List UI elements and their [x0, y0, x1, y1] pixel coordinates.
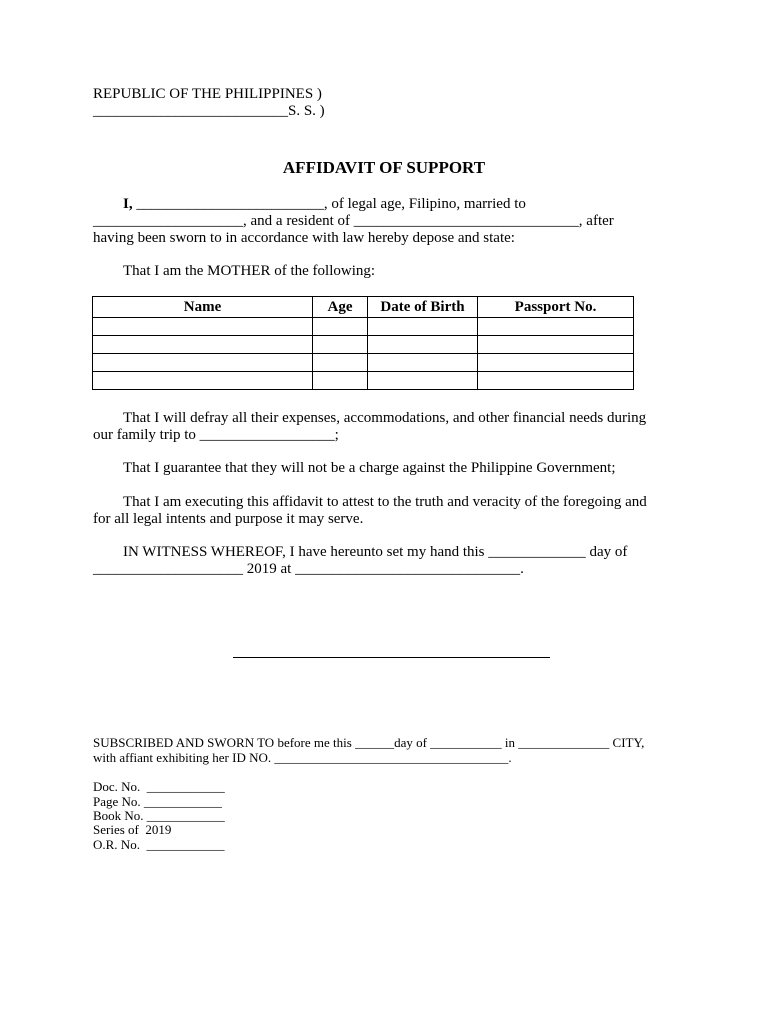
- intro-line-2: ____________________, and a resident of ______________________________, after: [93, 213, 614, 229]
- table-cell: [313, 318, 368, 336]
- witness-line-1: IN WITNESS WHEREOF, I have hereunto set my hand this _____________ day of: [123, 544, 628, 560]
- intro-pronoun: I,: [123, 196, 133, 212]
- sworn-caps: SUBSCRIBED AND SWORN TO: [93, 735, 275, 750]
- table-cell: [313, 372, 368, 390]
- doc-no: Doc. No. ____________: [93, 779, 225, 794]
- table-cell: [478, 318, 634, 336]
- series-of: Series of 2019: [93, 822, 172, 837]
- signature-line: [233, 657, 550, 658]
- intro-line-1: [123, 196, 526, 213]
- header-republic: REPUBLIC OF THE PHILIPPINES ): [93, 86, 322, 102]
- sworn-line-1: [93, 735, 644, 750]
- table-cell: [478, 354, 634, 372]
- table-cell: [313, 336, 368, 354]
- executing-line-1: That I am executing this affidavit to attest to the truth and veracity of the foregoing and: [123, 494, 647, 510]
- table-header-row: [93, 297, 634, 318]
- table-cell: [478, 372, 634, 390]
- column-header-age: Age: [313, 297, 368, 318]
- table-row: [93, 336, 634, 354]
- table-cell: [93, 354, 313, 372]
- executing-line-2: for all legal intents and purpose it may serve.: [93, 511, 364, 527]
- page-no: Page No. ____________: [93, 794, 222, 809]
- column-header-date-of-birth: Date of Birth: [368, 297, 478, 318]
- table-cell: [93, 372, 313, 390]
- children-table: [92, 296, 634, 390]
- table-cell: [368, 372, 478, 390]
- table-cell: [478, 336, 634, 354]
- sworn-line-1-text: before me this ______day of ___________ in ______________ CITY,: [274, 735, 645, 750]
- or-no: O.R. No. ____________: [93, 837, 225, 852]
- table-cell: [368, 336, 478, 354]
- table-row: [93, 354, 634, 372]
- table-cell: [368, 318, 478, 336]
- expenses-line-2: our family trip to __________________;: [93, 427, 339, 443]
- intro-line-3: having been sworn to in accordance with law hereby depose and state:: [93, 230, 515, 246]
- table-cell: [93, 336, 313, 354]
- mother-statement: That I am the MOTHER of the following:: [123, 263, 376, 279]
- document-title: AFFIDAVIT OF SUPPORT: [282, 158, 486, 177]
- guarantee-statement: That I guarantee that they will not be a charge against the Philippine Government;: [123, 460, 616, 476]
- table-cell: [368, 354, 478, 372]
- column-header-passport-no: Passport No.: [478, 297, 634, 318]
- column-header-name: Name: [93, 297, 313, 318]
- book-no: Book No. ____________: [93, 808, 225, 823]
- expenses-line-1: That I will defray all their expenses, accommodations, and other financial needs during: [123, 410, 647, 426]
- table-row: [93, 372, 634, 390]
- table-cell: [313, 354, 368, 372]
- header-ss: __________________________S. S. ): [93, 103, 325, 119]
- sworn-line-2: with affiant exhibiting her ID NO. ____________________________________.: [93, 750, 512, 765]
- intro-line-1-text: _________________________, of legal age, Filipino, married to: [132, 196, 526, 212]
- witness-line-2: ____________________ 2019 at ______________________________.: [93, 561, 524, 577]
- table-row: [93, 318, 634, 336]
- table-cell: [93, 318, 313, 336]
